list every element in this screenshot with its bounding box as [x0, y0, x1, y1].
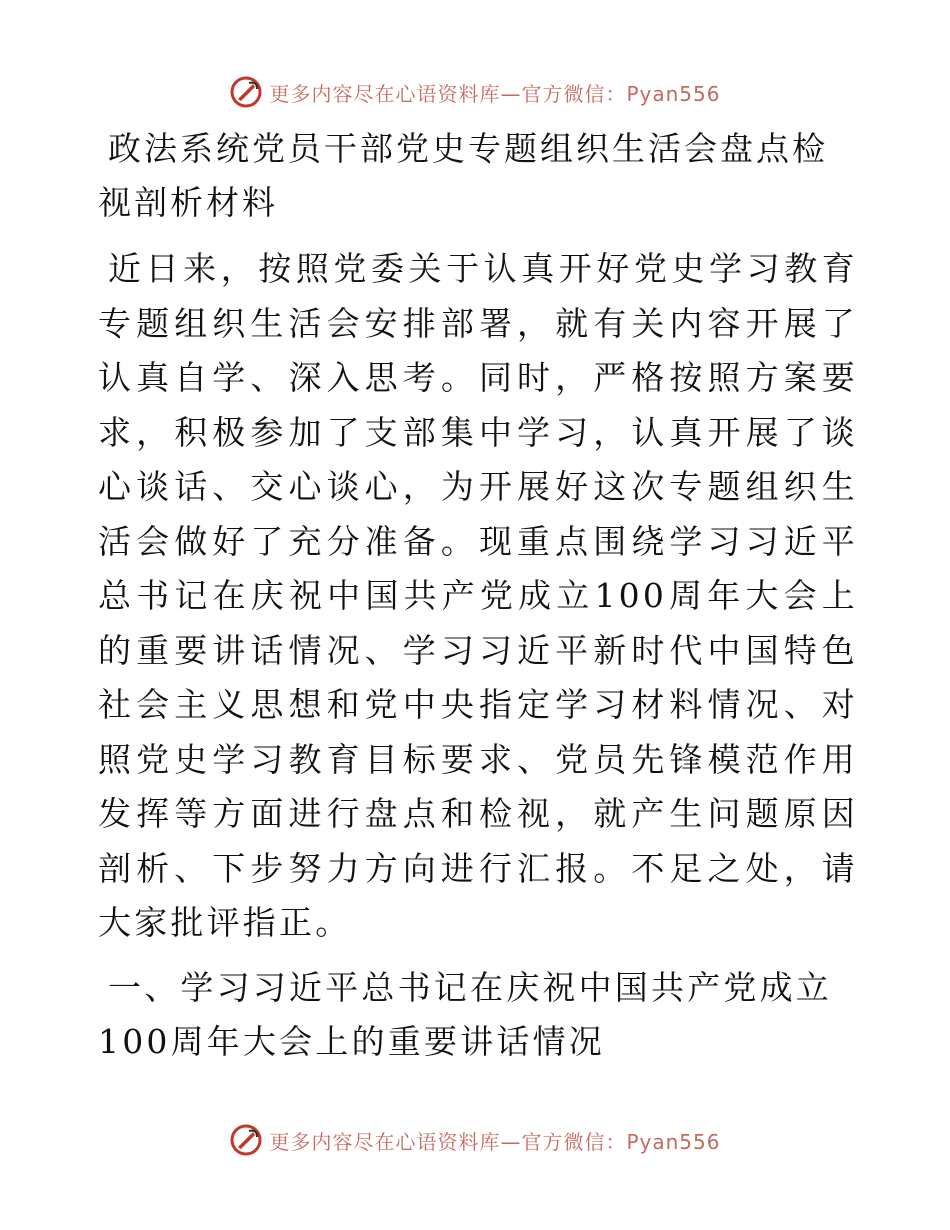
document-title: 政法系统党员干部党史专题组织生活会盘点检视剖析材料: [98, 129, 828, 222]
header-watermark: [0, 72, 950, 112]
quill-seal-logo-icon: [229, 75, 263, 109]
intro-paragraph: 近日来，按照党委关于认真开好党史学习教育专题组织生活会安排部署，就有关内容开展了认真自学、深入思考。同时，严格按照方案要求，积极参加了支部集中学习，认真开展了谈心谈话、交心谈心，为开展好这次专题组织生活会做好了充分准备。现重点围绕学习习近平总书记在庆祝中国共产党成立100周年大会上的重要讲话情况、学习习近平新时代中国特色社会主义思想和党中央指定学习材料情况、对照党史学习教育目标要求、党员先锋模范作用发挥等方面进行盘点和检视，就产生问题原因剖析、下步努力方向进行汇报。不足之处，请大家批评指正。: [98, 249, 858, 942]
footer-watermark: [0, 1120, 950, 1160]
watermark-text: 更多内容尽在心语资料库—官方微信：Pyan556: [269, 1129, 721, 1154]
quill-seal-logo-icon: [229, 1123, 263, 1157]
section-heading-1: 一、学习习近平总书记在庆祝中国共产党成立100周年大会上的重要讲话情况: [98, 967, 832, 1061]
document-body: [98, 122, 858, 1069]
watermark-text: 更多内容尽在心语资料库—官方微信：Pyan556: [269, 81, 721, 106]
